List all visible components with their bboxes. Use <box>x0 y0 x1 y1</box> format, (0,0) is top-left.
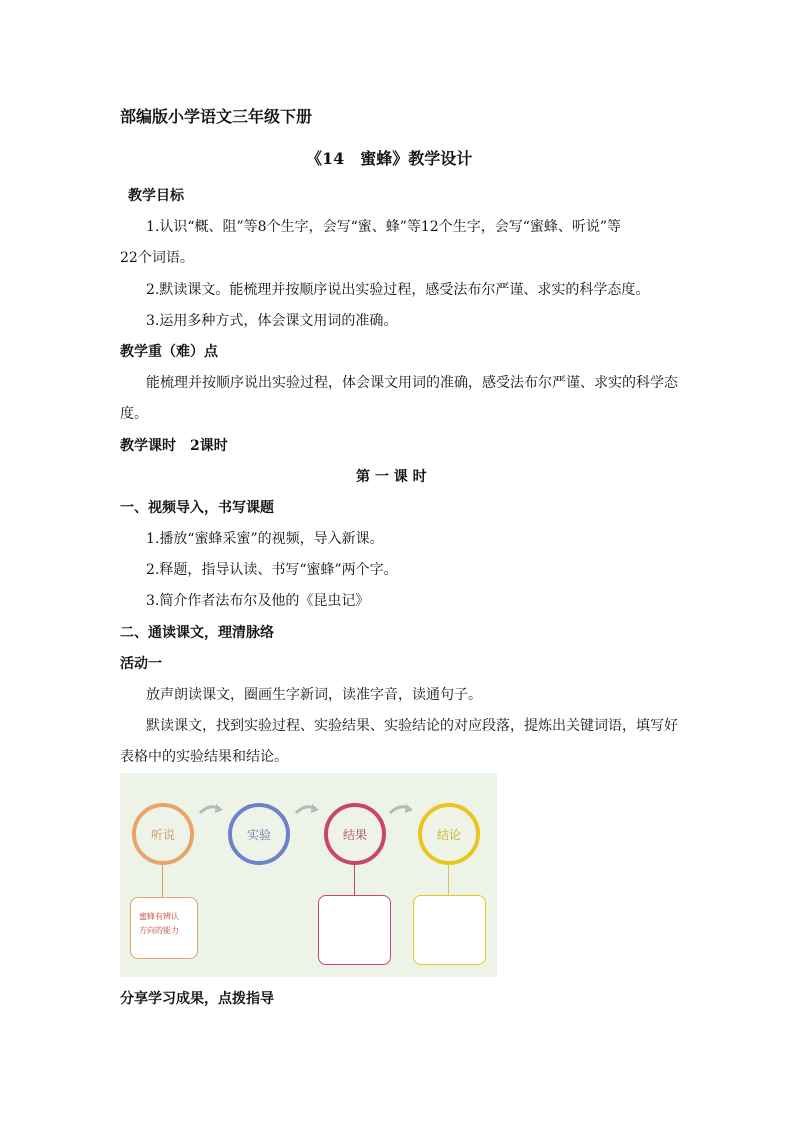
section1-item-1: 1.播放“蜜蜂采蜜”的视频，导入新课。 <box>146 531 384 547</box>
node-experiment-label: 实验 <box>246 827 271 842</box>
section2-paragraph-2: 默读课文，找到实验过程、实验结果、实验结论的对应段落，提炼出关键词语，填写好 <box>146 718 678 734</box>
answer-box-result[interactable] <box>318 895 391 965</box>
answer-line-1: 蜜蜂有辨认 <box>139 912 179 921</box>
section2-heading: 二、通读课文，理清脉络 <box>120 625 274 641</box>
focus-heading: 教学重（难）点 <box>120 344 218 360</box>
section1-item-3: 3.简介作者法布尔及他的《昆虫记》 <box>146 593 370 609</box>
section2-paragraph-2-cont: 表格中的实验结果和结论。 <box>120 749 288 765</box>
arrow-icon <box>198 801 226 817</box>
section1-item-2: 2.释题，指导认读、书写“蜜蜂”两个字。 <box>146 562 398 578</box>
node-hearsay-label: 听说 <box>150 827 175 842</box>
node-experiment <box>228 803 290 865</box>
node-conclusion-label: 结论 <box>436 827 461 842</box>
node-hearsay <box>132 803 194 865</box>
series-title: 部编版小学语文三年级下册 <box>120 107 313 126</box>
answer-box-conclusion[interactable] <box>413 895 486 965</box>
section2-paragraph-1: 放声朗读课文，圈画生字新词，读准字音，读通句子。 <box>146 687 482 703</box>
node-conclusion <box>418 803 480 865</box>
connector-line <box>448 865 449 897</box>
lesson-title: 第 一 课 时 <box>356 469 427 485</box>
flow-diagram <box>120 773 497 977</box>
arrow-icon <box>294 801 322 817</box>
answer-line-2: 方向的能力 <box>139 926 179 935</box>
node-result-label: 结果 <box>342 827 367 842</box>
answer-box-hearsay <box>130 897 198 959</box>
focus-line-1: 能梳理并按顺序说出实验过程，体会课文用词的准确，感受法布尔严谨、求实的科学态 <box>146 375 678 391</box>
goal-item-3: 3.运用多种方式，体会课文用词的准确。 <box>146 313 398 329</box>
goal-item-2: 2.默读课文。能梳理并按顺序说出实验过程，感受法布尔严谨、求实的科学态度。 <box>146 282 650 298</box>
goals-heading: 教学目标 <box>128 188 184 204</box>
document-title: 《14 蜜蜂》教学设计 <box>306 149 473 168</box>
hours-label: 教学课时 2课时 <box>120 438 228 454</box>
connector-line <box>162 865 163 897</box>
focus-line-2: 度。 <box>120 406 148 422</box>
section1-heading: 一、视频导入，书写课题 <box>120 500 274 516</box>
share-heading: 分享学习成果，点拨指导 <box>120 991 274 1007</box>
activity-label: 活动一 <box>120 656 162 672</box>
goal-item-1: 1.认识“概、阻”等8个生字，会写“蜜、蜂”等12个生字，会写“蜜蜂、听说”等 <box>146 219 622 235</box>
connector-line <box>354 865 355 897</box>
node-result <box>324 803 386 865</box>
goal-item-1-cont: 22个词语。 <box>120 250 194 266</box>
arrow-icon <box>388 801 416 817</box>
